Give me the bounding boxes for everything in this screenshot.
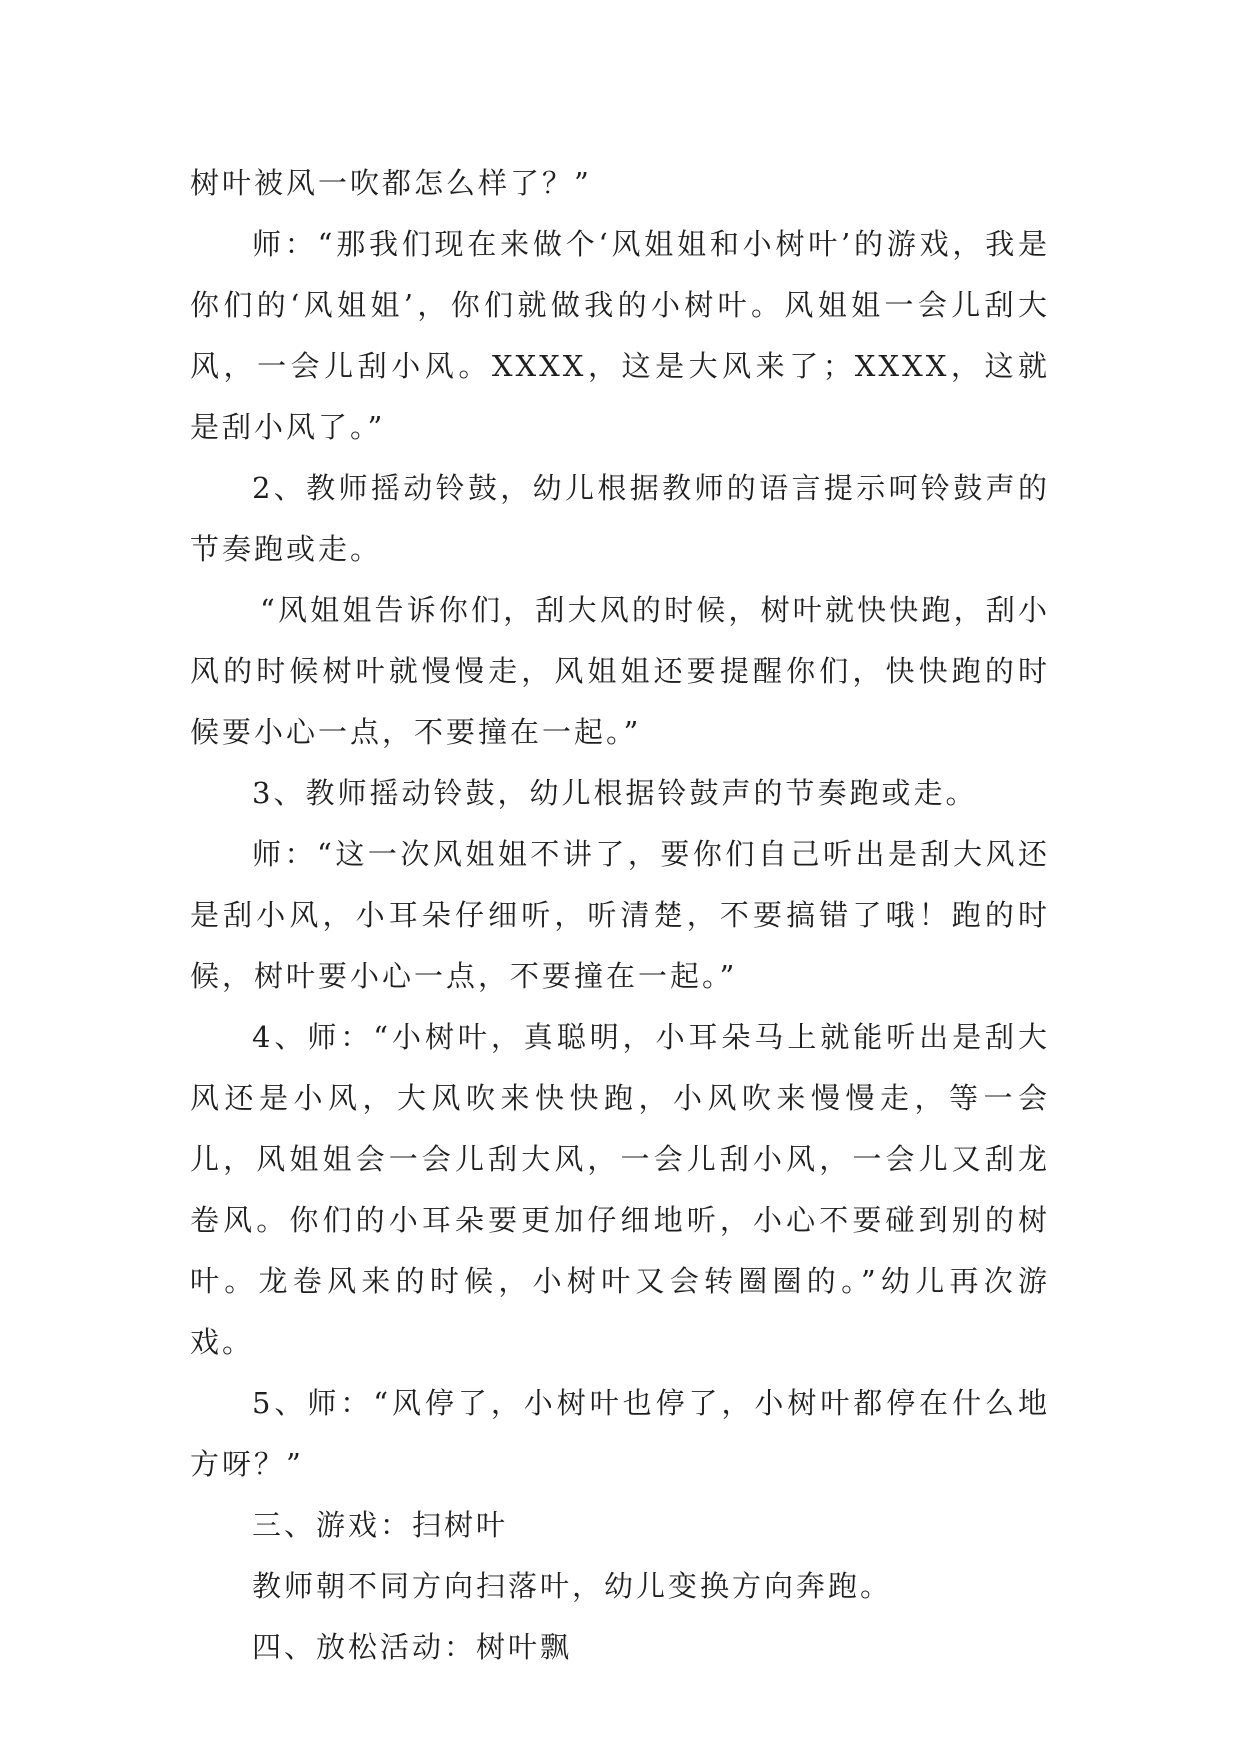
paragraph-6: 师：“这一次风姐姐不讲了，要你们自己听出是刮大风还是刮小风，小耳朵仔细听，听清楚，不要搞错了哦！跑的时候，树叶要小心一点，不要撞在一起。” xyxy=(190,837,1050,993)
document-body xyxy=(190,153,1050,1678)
paragraph-4: “风姐姐告诉你们，刮大风的时候，树叶就快快跑，刮小风的时候树叶就慢慢走，风姐姐还要提醒你们，快快跑的时候要小心一点，不要撞在一起。” xyxy=(190,593,1050,749)
section-heading-3: 三、游戏：扫树叶 xyxy=(252,1508,509,1542)
paragraph-2: 师：“那我们现在来做个‘风姐姐和小树叶’的游戏，我是你们的‘风姐姐’，你们就做我的小树叶。风姐姐一会儿刮大风，一会儿刮小风。XXXX，这是大风来了；XXXX，这就是刮小风了。” xyxy=(190,227,1050,444)
section-heading-4: 四、放松活动：树叶飘 xyxy=(252,1630,573,1664)
paragraph-8: 5、师：“风停了，小树叶也停了，小树叶都停在什么地方呀？” xyxy=(190,1386,1050,1481)
paragraph-1: 树叶被风一吹都怎么样了？” xyxy=(190,166,592,200)
paragraph-7: 4、师：“小树叶，真聪明，小耳朵马上就能听出是刮大风还是小风，大风吹来快快跑，小风吹来慢慢走，等一会儿，风姐姐会一会儿刮大风，一会儿刮小风，一会儿又刮龙卷风。你们的小耳朵要更加仔细地听，小心不要碰到别的树叶。龙卷风来的时候，小树叶又会转圈圈的。”幼儿再次游戏。 xyxy=(190,1020,1050,1359)
paragraph-9: 教师朝不同方向扫落叶，幼儿变换方向奔跑。 xyxy=(252,1569,893,1603)
paragraph-3: 2、教师摇动铃鼓，幼儿根据教师的语言提示呵铃鼓声的节奏跑或走。 xyxy=(190,471,1050,566)
paragraph-5: 3、教师摇动铃鼓，幼儿根据铃鼓声的节奏跑或走。 xyxy=(252,776,978,810)
